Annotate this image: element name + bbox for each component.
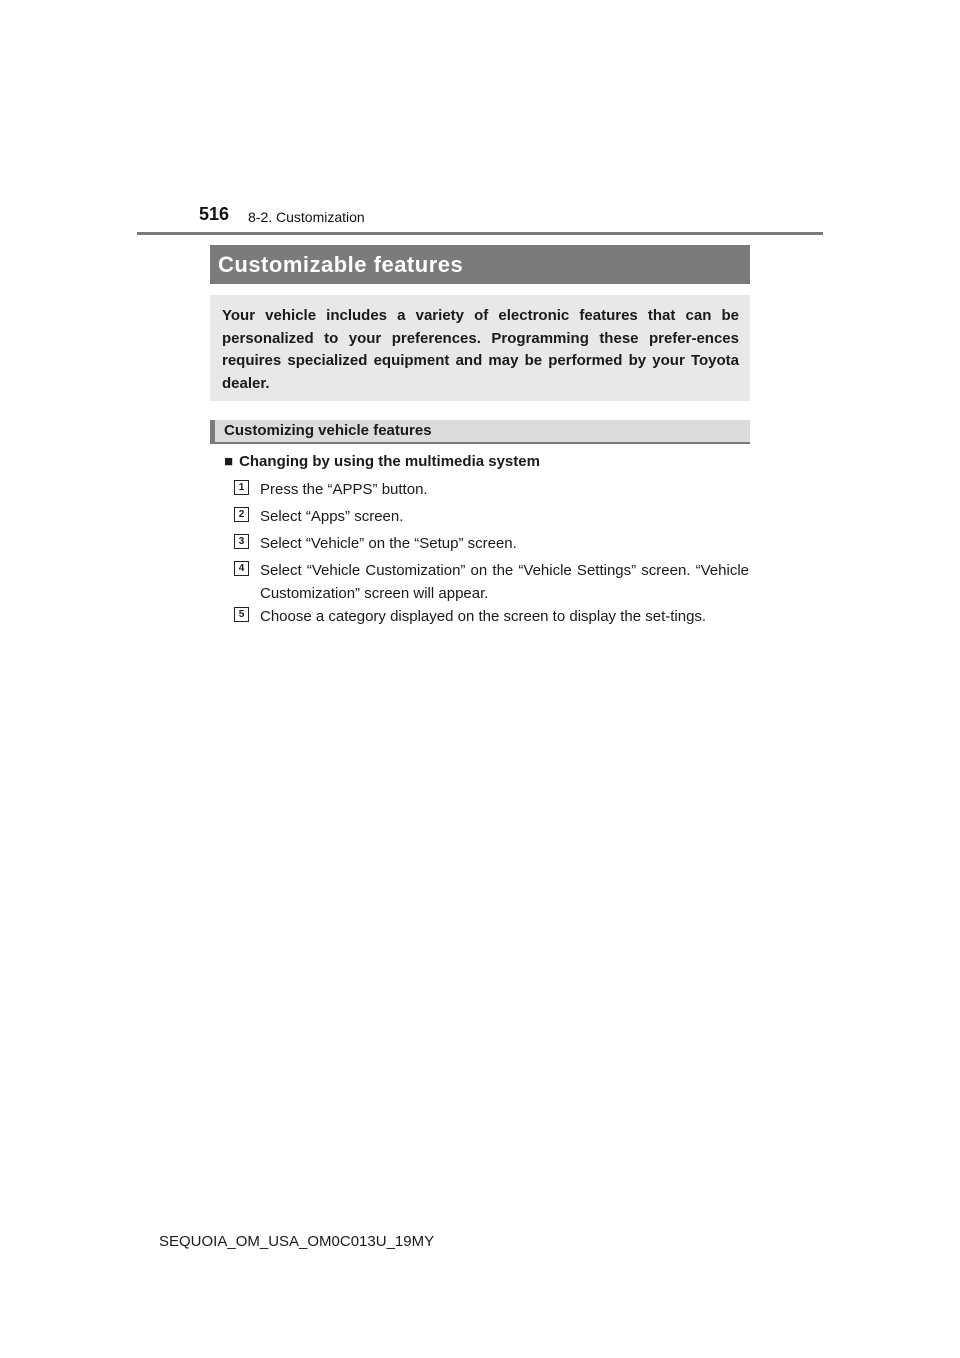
sub-heading <box>210 420 750 444</box>
square-bullet-icon: ■ <box>224 453 234 470</box>
step-text: Select “Vehicle Customization” on the “Vehicle Settings” screen. “Vehicle Customization” screen will appear. <box>260 562 749 602</box>
step-number-icon: 2 <box>234 507 249 522</box>
step-text: Select “Apps” screen. <box>260 508 404 525</box>
bullet-heading <box>224 453 540 470</box>
step-text: Press the “APPS” button. <box>260 481 428 498</box>
page-number: 516 <box>199 204 230 224</box>
step-text: Select “Vehicle” on the “Setup” screen. <box>260 535 517 552</box>
bullet-heading-text: Changing by using the multimedia system <box>239 453 540 470</box>
step-number-icon: 3 <box>234 534 249 549</box>
sub-heading-text: Customizing vehicle features <box>224 422 432 439</box>
page-title: Customizable features <box>218 252 464 277</box>
section-label: 8-2. Customization <box>248 209 365 225</box>
step-text: Choose a category displayed on the screen to display the set-tings. <box>260 608 707 625</box>
footer-doc-id: SEQUOIA_OM_USA_OM0C013U_19MY <box>159 1233 435 1250</box>
step-number-icon: 5 <box>234 607 249 622</box>
intro-box <box>210 295 750 401</box>
step-number-icon: 1 <box>234 480 249 495</box>
step-number-icon: 4 <box>234 561 249 576</box>
header-rule <box>137 232 823 235</box>
intro-text: Your vehicle includes a variety of electronic features that can be personalized to your preferences. Programming these prefer-ences requires specialized equipment and may be performed by your Toyota dealer. <box>222 307 739 392</box>
title-bar <box>210 245 750 284</box>
